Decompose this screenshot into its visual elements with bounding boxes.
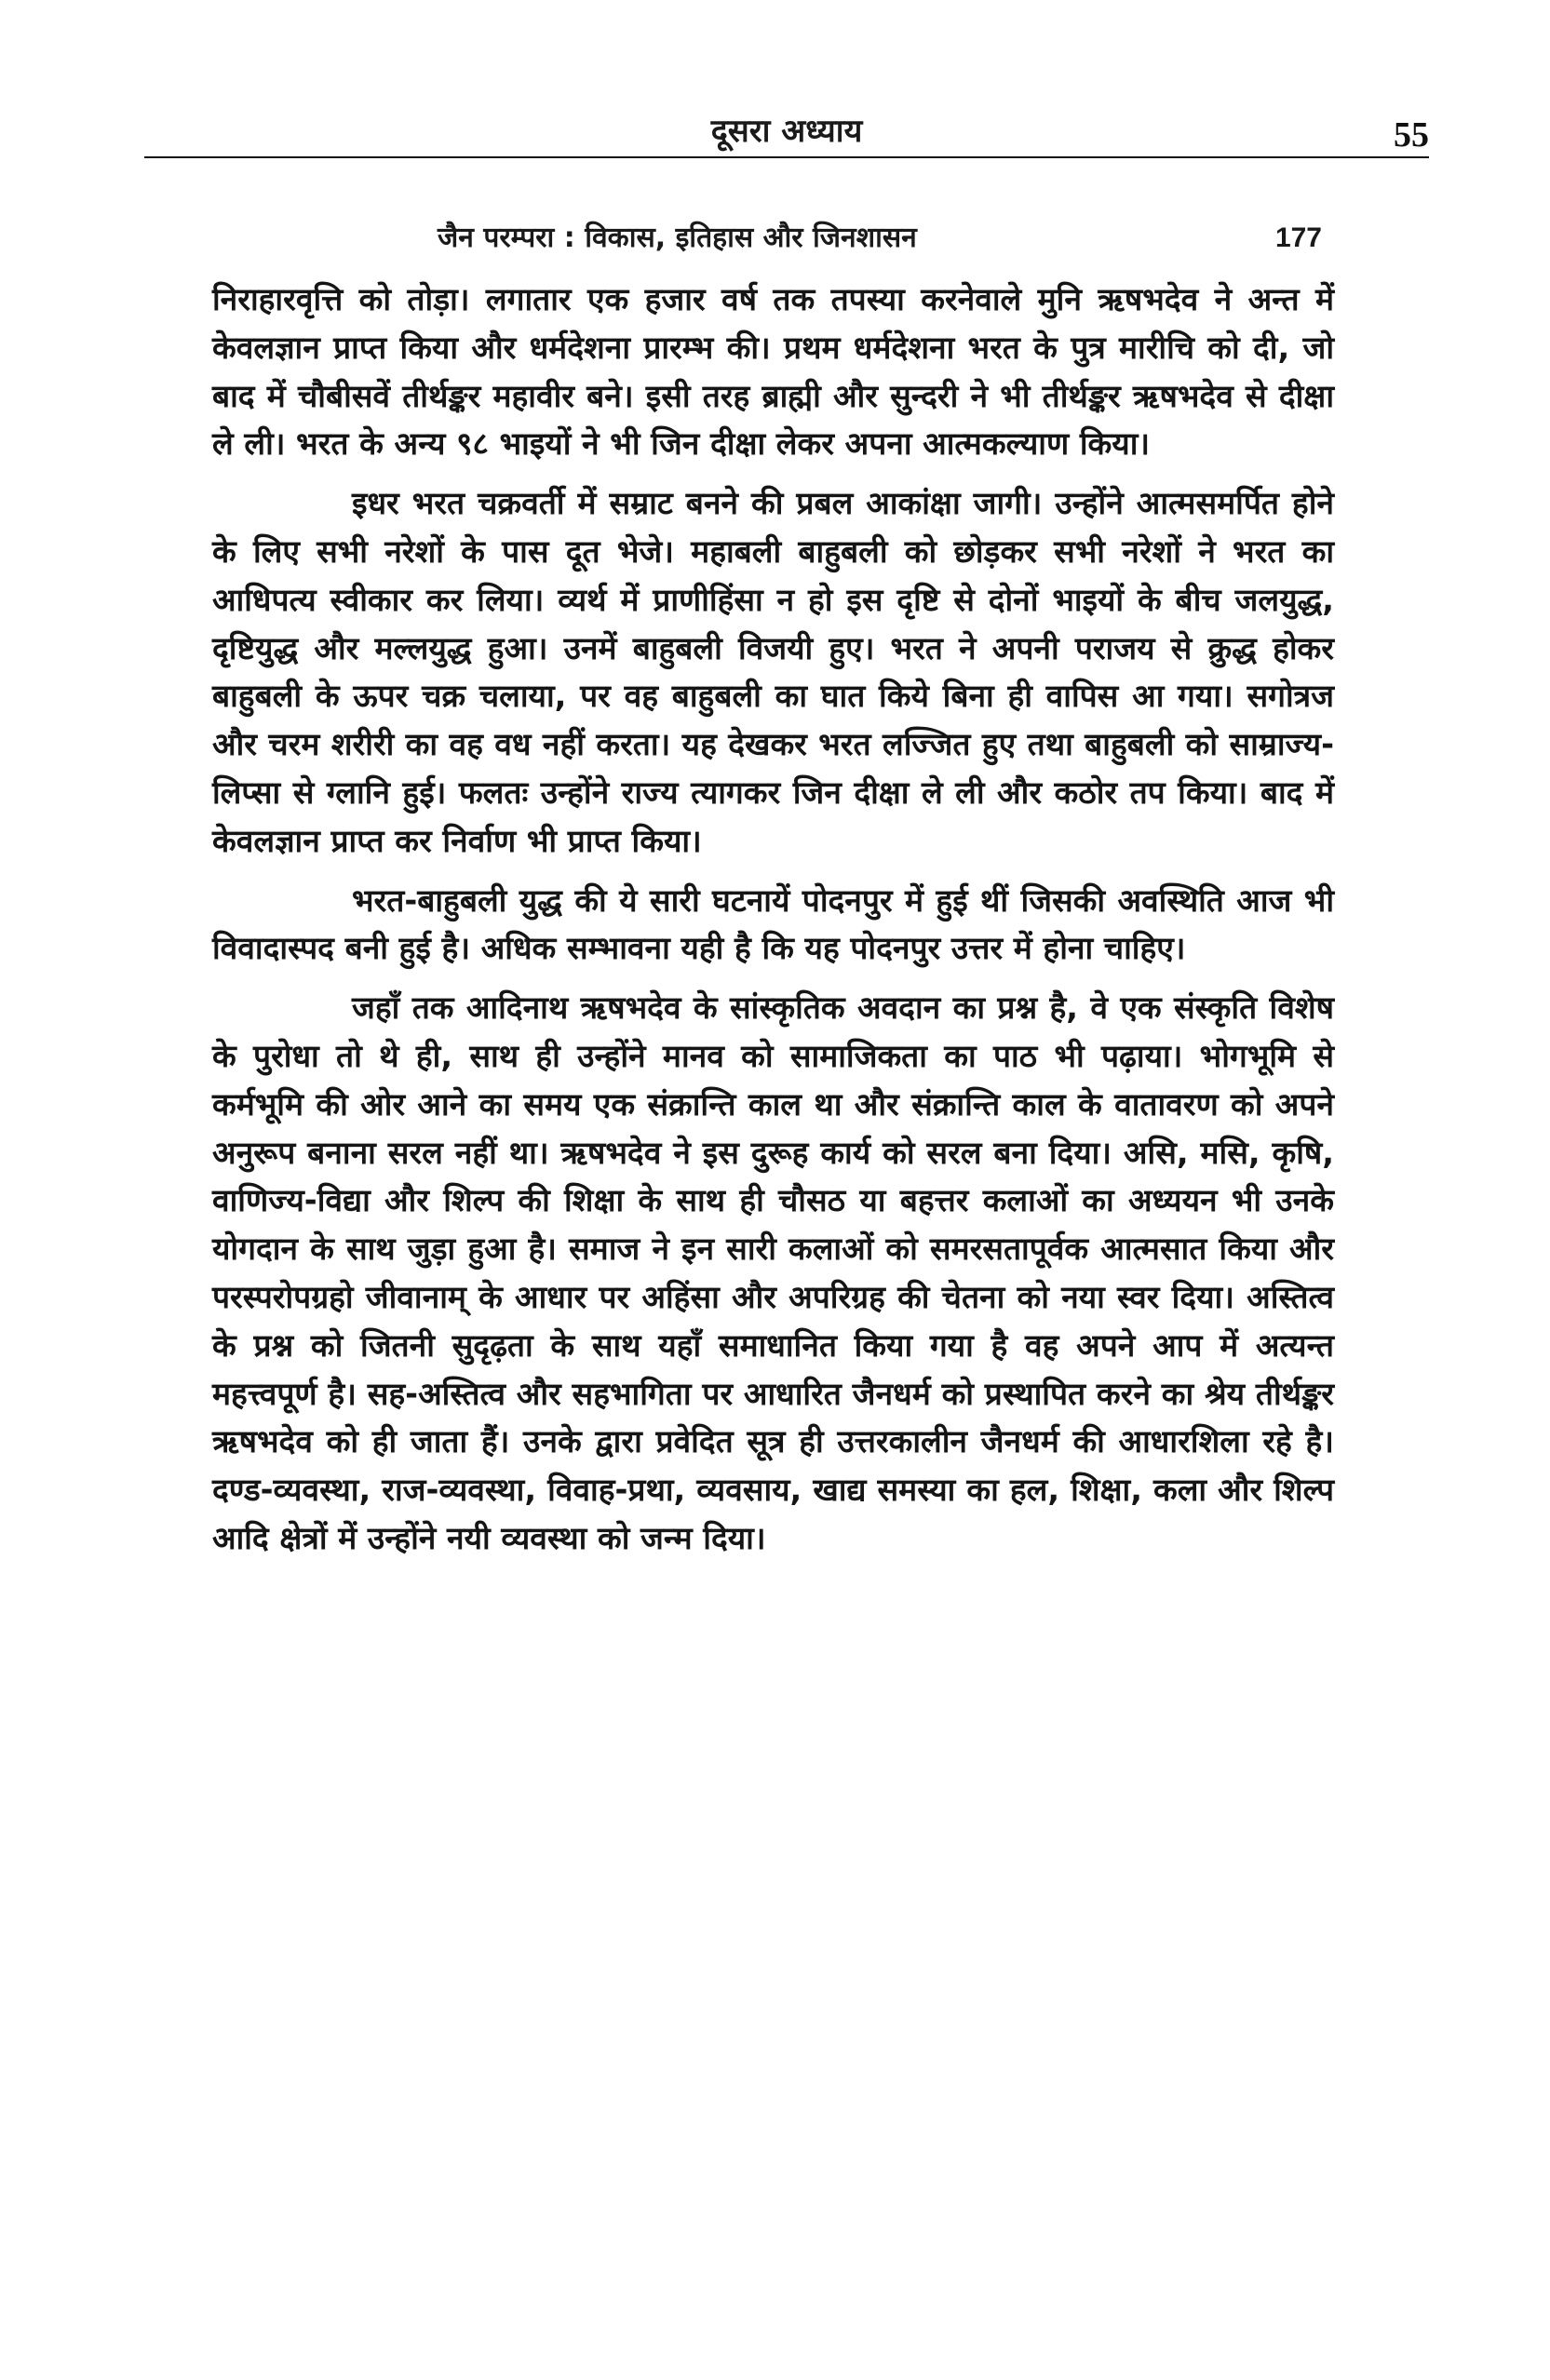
page-number: 55: [1394, 115, 1429, 155]
paragraph: जहाँ तक आदिनाथ ऋषभदेव के सांस्कृतिक अवदान का प्रश्न है, वे एक संस्कृति विशेष के पुरोधा तो थे ही, साथ ही उन्होंने मानव को सामाजिकता का पाठ भी पढ़ाया। भोगभूमि से कर्मभूमि की ओर आने का समय एक संक्रान्ति काल था और संक्रान्ति काल के वातावरण को अपने अनुरूप बनाना सरल नहीं था। ऋषभदेव ने इस दुरूह कार्य को सरल बना दिया। असि, मसि, कृषि, वाणिज्य-विद्या और शिल्प की शिक्षा के साथ ही चौसठ या बहत्तर कलाओं का अध्ययन भी उनके योगदान के साथ जुड़ा हुआ है। समाज ने इन सारी कलाओं को समरसतापूर्वक आत्मसात किया और परस्परोपग्रहो जीवानाम् के आधार पर अहिंसा और अपरिग्रह की चेतना को नया स्वर दिया। अस्तित्व के प्रश्न को जितनी सुदृढ़ता के साथ यहाँ समाधानित किया गया है वह अपने आप में अत्यन्त महत्त्वपूर्ण है। सह-अस्तित्व और सहभागिता पर आधारित जैनधर्म को प्रस्थापित करने का श्रेय तीर्थङ्कर ऋषभदेव को ही जाता हैं। उनके द्वारा प्रवेदित सूत्र ही उत्तरकालीन जैनधर्म की आधारशिला रहे है। दण्ड-व्यवस्था, राज-व्यवस्था, विवाह-प्रथा, व्यवसाय, खाद्य समस्या का हल, शिक्षा, कला और शिल्प आदि क्षेत्रों में उन्होंने नयी व्यवस्था को जन्म दिया।: [212, 989, 1334, 1556]
paragraph: भरत-बाहुबली युद्ध की ये सारी घटनायें पोदनपुर में हुई थीं जिसकी अवस्थिति आज भी विवादास्पद बनी हुई है। अधिक सम्भावना यही है कि यह पोदनपुर उत्तर में होना चाहिए।: [212, 881, 1334, 967]
source-book-title: जैन परम्परा : विकास, इतिहास और जिनशासन: [438, 222, 917, 254]
paragraph: निराहारवृत्ति को तोड़ा। लगातार एक हजार वर्ष तक तपस्या करनेवाले मुनि ऋषभदेव ने अन्त में केवलज्ञान प्राप्त किया और धर्मदेशना प्रारम्भ की। प्रथम धर्मदेशना भरत के पुत्र मारीचि को दी, जो बाद में चौबीसवें तीर्थङ्कर महावीर बने। इसी तरह ब्राह्मी और सुन्दरी ने भी तीर्थङ्कर ऋषभदेव से दीक्षा ले ली। भरत के अन्य ९८ भाइयों ने भी जिन दीक्षा लेकर अपना आत्मकल्याण किया।: [212, 281, 1334, 463]
body-text: [212, 276, 1334, 1563]
header-rule: [144, 156, 1429, 158]
paragraph: इधर भरत चक्रवर्ती में सम्राट बनने की प्रबल आकांक्षा जागी। उन्होंने आत्मसमर्पित होने के लिए सभी नरेशों के पास दूत भेजे। महाबली बाहुबली को छोड़कर सभी नरेशों ने भरत का आधिपत्य स्वीकार कर लिया। व्यर्थ में प्राणीहिंसा न हो इस दृष्टि से दोनों भाइयों के बीच जलयुद्ध, दृष्टियुद्ध और मल्लयुद्ध हुआ। उनमें बाहुबली विजयी हुए। भरत ने अपनी पराजय से क्रुद्ध होकर बाहुबली के ऊपर चक्र चलाया, पर वह बाहुबली का घात किये बिना ही वापिस आ गया। सगोत्रज और चरम शरीरी का वह वध नहीं करता। यह देखकर भरत लज्जित हुए तथा बाहुबली को साम्राज्य-लिप्सा से ग्लानि हुई। फलतः उन्होंने राज्य त्यागकर जिन दीक्षा ले ली और कठोर तप किया। बाद में केवलज्ञान प्राप्त कर निर्वाण भी प्राप्त किया।: [212, 485, 1334, 859]
chapter-title: दूसरा अध्याय: [710, 113, 863, 150]
source-header: [344, 220, 1322, 262]
running-header: [144, 110, 1429, 160]
source-page-number: 177: [1274, 222, 1322, 253]
